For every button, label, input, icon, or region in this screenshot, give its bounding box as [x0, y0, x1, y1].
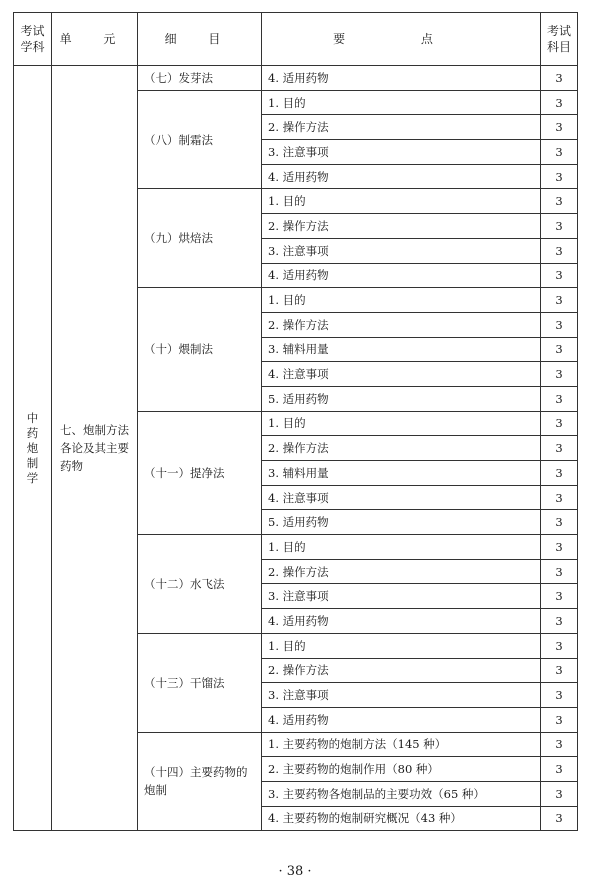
- subject-label: 中药炮制学: [26, 410, 39, 485]
- table-row: [14, 66, 578, 91]
- page-number: · 38 ·: [278, 864, 312, 879]
- exam-cell: 3: [541, 337, 578, 362]
- point-cell: 2. 主要药物的炮制作用（80 种）: [262, 757, 541, 782]
- exam-cell: 3: [541, 707, 578, 732]
- point-cell: 1. 主要药物的炮制方法（145 种）: [262, 732, 541, 757]
- detail-cell: （十四）主要药物的炮制: [138, 732, 262, 831]
- detail-cell: （十）煨制法: [138, 288, 262, 411]
- exam-cell: 3: [541, 461, 578, 486]
- point-cell: 2. 操作方法: [262, 658, 541, 683]
- exam-cell: 3: [541, 584, 578, 609]
- point-cell: 2. 操作方法: [262, 436, 541, 461]
- exam-cell: 3: [541, 189, 578, 214]
- exam-cell: 3: [541, 732, 578, 757]
- header-points: 要 点: [262, 13, 541, 66]
- point-cell: 1. 目的: [262, 288, 541, 313]
- point-cell: 3. 注意事项: [262, 238, 541, 263]
- point-cell: 4. 适用药物: [262, 263, 541, 288]
- header-unit: 单 元: [52, 13, 138, 66]
- exam-cell: 3: [541, 609, 578, 634]
- exam-cell: 3: [541, 66, 578, 91]
- exam-cell: 3: [541, 510, 578, 535]
- detail-cell: （八）制霜法: [138, 90, 262, 189]
- header-exam: 考试 科目: [541, 13, 578, 66]
- exam-cell: 3: [541, 214, 578, 239]
- detail-cell: （十三）干馏法: [138, 633, 262, 732]
- point-cell: 1. 目的: [262, 90, 541, 115]
- point-cell: 4. 主要药物的炮制研究概况（43 种）: [262, 806, 541, 831]
- point-cell: 1. 目的: [262, 411, 541, 436]
- point-cell: 4. 适用药物: [262, 609, 541, 634]
- point-cell: 1. 目的: [262, 535, 541, 560]
- exam-cell: 3: [541, 436, 578, 461]
- exam-cell: 3: [541, 238, 578, 263]
- point-cell: 3. 注意事项: [262, 140, 541, 165]
- point-cell: 4. 适用药物: [262, 707, 541, 732]
- exam-cell: 3: [541, 535, 578, 560]
- header-subject: 考试 学科: [14, 13, 52, 66]
- point-cell: 4. 注意事项: [262, 485, 541, 510]
- detail-cell: （九）烘焙法: [138, 189, 262, 288]
- exam-cell: 3: [541, 115, 578, 140]
- point-cell: 3. 注意事项: [262, 584, 541, 609]
- unit-cell: 七、炮制方法各论及其主要药物: [52, 66, 138, 831]
- exam-cell: 3: [541, 263, 578, 288]
- point-cell: 3. 辅料用量: [262, 461, 541, 486]
- exam-cell: 3: [541, 781, 578, 806]
- exam-cell: 3: [541, 288, 578, 313]
- detail-cell: （十一）提净法: [138, 411, 262, 534]
- point-cell: 4. 注意事项: [262, 362, 541, 387]
- exam-cell: 3: [541, 683, 578, 708]
- exam-cell: 3: [541, 312, 578, 337]
- point-cell: 2. 操作方法: [262, 115, 541, 140]
- point-cell: 1. 目的: [262, 189, 541, 214]
- exam-cell: 3: [541, 559, 578, 584]
- exam-cell: 3: [541, 658, 578, 683]
- exam-cell: 3: [541, 485, 578, 510]
- table-body: [14, 66, 578, 831]
- point-cell: 3. 主要药物各炮制品的主要功效（65 种）: [262, 781, 541, 806]
- subject-cell: [14, 66, 52, 831]
- header-row: [14, 13, 578, 66]
- point-cell: 3. 辅料用量: [262, 337, 541, 362]
- exam-cell: 3: [541, 411, 578, 436]
- point-cell: 2. 操作方法: [262, 559, 541, 584]
- exam-cell: 3: [541, 633, 578, 658]
- header-detail: 细 目: [138, 13, 262, 66]
- detail-cell: （十二）水飞法: [138, 535, 262, 634]
- exam-cell: 3: [541, 386, 578, 411]
- exam-cell: 3: [541, 164, 578, 189]
- point-cell: 1. 目的: [262, 633, 541, 658]
- exam-cell: 3: [541, 140, 578, 165]
- point-cell: 5. 适用药物: [262, 386, 541, 411]
- point-cell: 2. 操作方法: [262, 312, 541, 337]
- point-cell: 4. 适用药物: [262, 164, 541, 189]
- point-cell: 3. 注意事项: [262, 683, 541, 708]
- exam-cell: 3: [541, 362, 578, 387]
- point-cell: 2. 操作方法: [262, 214, 541, 239]
- point-cell: 4. 适用药物: [262, 66, 541, 91]
- exam-cell: 3: [541, 757, 578, 782]
- detail-cell: （七）发芽法: [138, 66, 262, 91]
- exam-cell: 3: [541, 90, 578, 115]
- exam-cell: 3: [541, 806, 578, 831]
- point-cell: 5. 适用药物: [262, 510, 541, 535]
- syllabus-table: [13, 12, 578, 831]
